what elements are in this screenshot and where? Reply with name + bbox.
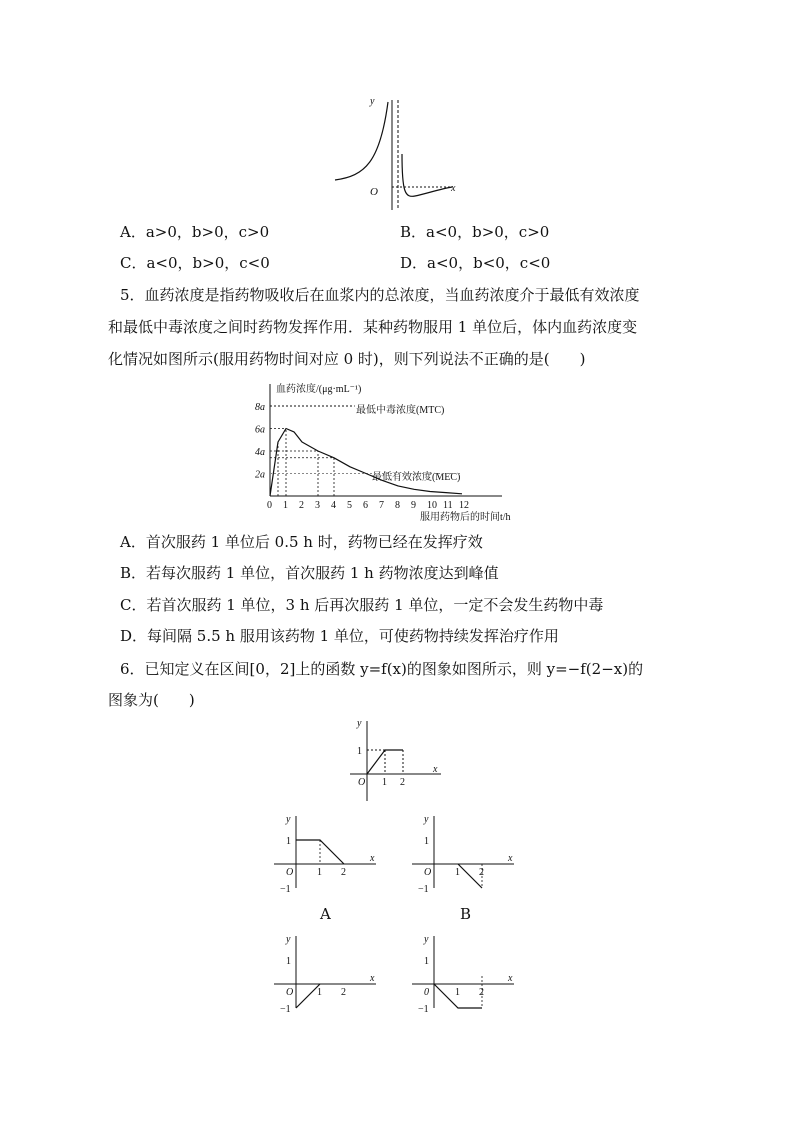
q6-opt-y-label: y	[286, 814, 291, 825]
q6-opt-x-tick-1: 1	[317, 987, 322, 998]
q6-opt-y-tick-neg1: −1	[418, 1004, 429, 1015]
q5-option-a: A．首次服药 1 单位后 0.5 h 时，药物已经在发挥疗效	[120, 533, 483, 551]
svg-text:y: y	[357, 718, 362, 729]
q4-graph	[330, 92, 460, 212]
q5-x-tick: 12	[459, 500, 469, 511]
q4-curve-left	[335, 102, 388, 180]
q6-opt-y-tick-1: 1	[424, 956, 429, 967]
q6-opt-y-label: y	[424, 814, 429, 825]
q6-opt-x-label: x	[370, 973, 375, 984]
q6-opt-y-tick-neg1: −1	[280, 884, 291, 892]
q4-origin: O	[370, 186, 378, 198]
q6-opt-x-tick-1: 1	[455, 867, 460, 878]
q6-opt-origin: 0	[424, 987, 429, 998]
q6-opt-x-tick-2: 2	[341, 867, 346, 878]
q5-x-tick: 9	[411, 500, 416, 511]
q4-option-a: A．a>0，b>0，c>0	[120, 223, 270, 241]
q5-x-tick: 8	[395, 500, 400, 511]
q6-opt-x-tick-1: 1	[317, 867, 322, 878]
q5-mec-label: 最低有效浓度(MEC)	[372, 472, 461, 483]
q6-opt-x-tick-1: 1	[455, 987, 460, 998]
q5-option-c: C．若首次服药 1 单位，3 h 后再次服药 1 单位，一定不会发生药物中毒	[120, 596, 604, 614]
q6-opt-y-label: y	[286, 934, 291, 945]
q6-opt-x-label: x	[370, 853, 375, 864]
q6-option-graph-d	[406, 932, 521, 1017]
q6-opt-y-tick-1: 1	[286, 836, 291, 847]
q6-opt-x-label: x	[508, 973, 513, 984]
q6-opt-x-label: x	[508, 853, 513, 864]
q5-option-d: D．每间隔 5.5 h 服用该药物 1 单位，可使药物持续发挥治疗作用	[120, 627, 559, 645]
q5-x-tick: 11	[443, 500, 453, 511]
q4-x-label: x	[451, 183, 456, 194]
q6-stem-line-1: 6．已知定义在区间[0，2]上的函数 y=f(x)的图象如图所示，则 y=−f(2−x)的	[120, 660, 644, 678]
q5-x-tick: 0	[267, 500, 272, 511]
svg-text:x: x	[433, 764, 438, 775]
q5-xlabel: 服用药物后的时间t/h	[420, 512, 511, 523]
q5-mtc-label: 最低中毒浓度(MTC)	[356, 405, 445, 416]
q5-y-tick: 6a	[255, 424, 265, 436]
q6-stem-line-2: 图象为( )	[108, 691, 195, 709]
q6-option-graph-a	[268, 812, 383, 892]
q6-opt-y-tick-1: 1	[286, 956, 291, 967]
q6-opt-origin: O	[286, 987, 294, 998]
q5-x-tick: 10	[427, 500, 437, 511]
q6-option-label-a: A	[320, 905, 331, 923]
svg-text:1: 1	[382, 777, 387, 788]
svg-text:2: 2	[400, 777, 405, 788]
q4-curve-right	[402, 154, 452, 196]
q6-main-graph	[345, 716, 450, 806]
q5-x-tick: 4	[331, 500, 336, 511]
q5-stem-line-2: 和最低中毒浓度之间时药物发挥作用．某种药物服用 1 单位后，体内血药浓度变	[108, 318, 638, 336]
q5-x-tick: 2	[299, 500, 304, 511]
q5-x-tick: 1	[283, 500, 288, 511]
q5-ylabel: 血药浓度/(μg·mL⁻¹)	[276, 384, 362, 395]
q6-option-graph-b	[406, 812, 521, 892]
svg-text:1: 1	[357, 746, 362, 757]
q6-opt-origin: O	[424, 867, 432, 878]
q6-opt-y-tick-neg1: −1	[280, 1004, 291, 1015]
q5-x-tick: 7	[379, 500, 384, 511]
q6-opt-y-tick-1: 1	[424, 836, 429, 847]
q5-option-b: B．若每次服药 1 单位，首次服药 1 h 药物浓度达到峰值	[120, 564, 499, 582]
q5-x-tick: 5	[347, 500, 352, 511]
q6-opt-x-tick-2: 2	[341, 987, 346, 998]
q5-stem-line-3: 化情况如图所示(服用药物时间对应 0 时)，则下列说法不正确的是( )	[108, 350, 586, 368]
q6-opt-y-tick-neg1: −1	[418, 884, 429, 892]
q5-x-tick: 6	[363, 500, 368, 511]
q5-y-tick: 2a	[255, 469, 265, 481]
q5-stem-line-1: 5．血药浓度是指药物吸收后在血浆内的总浓度，当血药浓度介于最低有效浓度	[120, 286, 640, 304]
q4-option-d: D．a<0，b<0，c<0	[400, 254, 551, 272]
q4-option-b: B．a<0，b>0，c>0	[400, 223, 550, 241]
q6-option-graph-c	[268, 932, 383, 1017]
q6-opt-x-tick-2: 2	[479, 987, 484, 998]
q5-x-tick: 3	[315, 500, 320, 511]
q5-y-tick: 8a	[255, 402, 265, 413]
q4-y-label: y	[370, 96, 375, 107]
q6-opt-origin: O	[286, 867, 294, 878]
q6-opt-y-label: y	[424, 934, 429, 945]
svg-text:O: O	[358, 777, 366, 788]
q4-option-c: C．a<0，b>0，c<0	[120, 254, 270, 272]
q6-option-label-b: B	[460, 905, 472, 923]
q5-y-tick: 4a	[255, 447, 265, 458]
q5-concentration-curve	[270, 429, 462, 497]
q5-blood-concentration-chart	[250, 376, 550, 526]
q6-opt-x-tick-2: 2	[479, 867, 484, 878]
